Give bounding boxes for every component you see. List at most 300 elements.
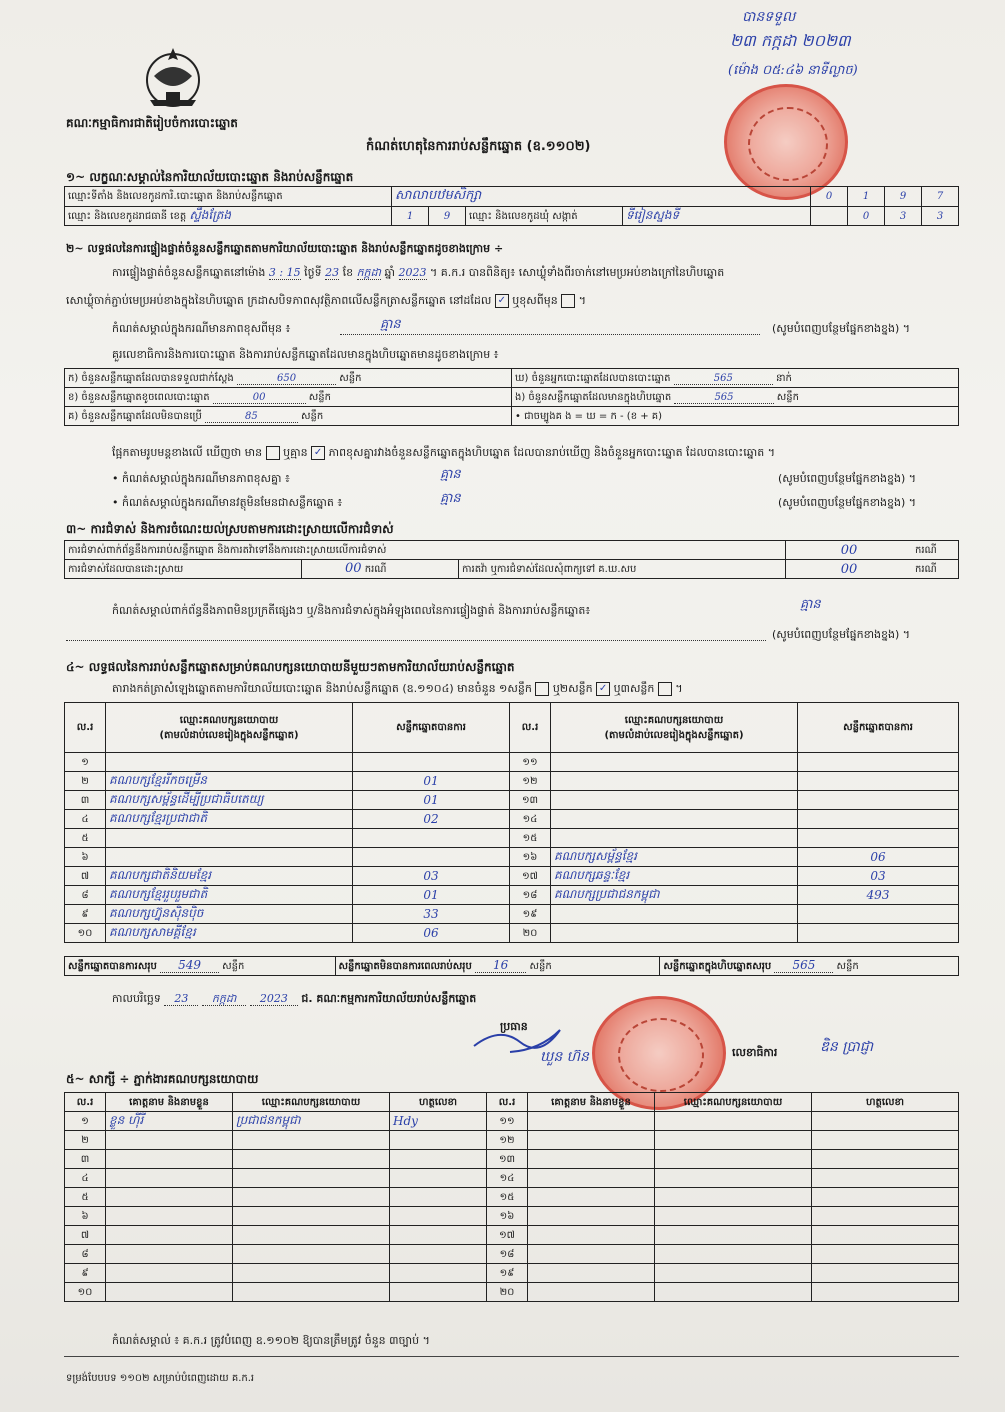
- commune-digit: 3: [885, 207, 922, 226]
- section4-title: ៤~ លទ្ធផលនៃការរាប់សន្លឹកឆ្នោតសម្រាប់គណបក្សនយោបាយនីមួយៗតាមការិយាល័យរាប់សន្លឹកឆ្នោត: [66, 660, 515, 674]
- results-row: [65, 886, 959, 905]
- w-row-sign: [812, 1112, 959, 1131]
- col-party-left-sub: (តាមលំដាប់លេខរៀងក្នុងសន្លឹកឆ្នោត): [159, 729, 299, 741]
- nec-emblem-icon: [142, 40, 204, 110]
- w-row-sign: [812, 1169, 959, 1188]
- w-col-sign-left: ហត្ថលេខា: [390, 1093, 487, 1112]
- count-c-unit: សន្លឹក: [300, 410, 324, 422]
- w-row-no: ១៧: [487, 1226, 528, 1245]
- row-no: ១៦: [510, 848, 551, 867]
- total-valid: [65, 957, 336, 976]
- section3-note: កំណត់សម្គាល់ពាក់ព័ន្ធនឹងភាពមិនប្រក្រតីផ្សេងៗ ឬ/និងការជំទាស់ក្នុងអំឡុងពេលនៃការផ្ទៀងផ្ទាត់ និងការរាប់សន្លឹកឆ្នោត៖: [112, 604, 591, 617]
- para1-text-a: ការផ្ទៀងផ្ទាត់ចំនួនសន្លឹកឆ្នោតនៅម៉ោង: [112, 266, 266, 279]
- received-date: ២៣ កក្កដា ២០២៣: [730, 31, 851, 50]
- section2-title: ២~ លទ្ធផលនៃការផ្ទៀងផ្ទាត់ចំនួនសន្លឹកឆ្នោតតាមការិយាល័យបោះឆ្នោត និងរាប់សន្លឹកឆ្នោតដូចខាងក្រោម ÷: [66, 242, 504, 255]
- col-votes-left: សន្លឹកឆ្នោតបានការ: [353, 703, 510, 753]
- row-party: [551, 810, 798, 829]
- w-row-no: ១: [65, 1112, 106, 1131]
- note1-value: គ្មាន: [380, 317, 401, 332]
- witness-table: [64, 1092, 959, 1302]
- w-row-sign: Hdy: [390, 1112, 487, 1131]
- w-row-name: [106, 1150, 233, 1169]
- row-party: គណបក្សជាតិនិយមខ្មែរ: [106, 867, 353, 886]
- witness-row: [65, 1188, 959, 1207]
- row-party: គណបក្សសម្ព័ន្ធខ្មែរ: [551, 848, 798, 867]
- w-row-sign: [390, 1150, 487, 1169]
- secretary-label: លេខាធិការ: [732, 1046, 778, 1059]
- one-sheet-checkbox[interactable]: [535, 682, 549, 696]
- no-difference-checkbox[interactable]: ✓: [311, 446, 325, 460]
- objection-row2b-label: ការតវ៉ា ឬការជំទាស់ដែលសុំពាក្យទៅ គ.ឃ.សប: [459, 560, 786, 579]
- count-b-value: 00: [213, 392, 306, 404]
- row-party: [551, 791, 798, 810]
- w-row-name: [528, 1188, 655, 1207]
- province-digit: 9: [429, 207, 466, 226]
- row-party: [551, 829, 798, 848]
- count-b: [65, 388, 512, 407]
- year-value: 2023: [398, 266, 427, 279]
- objection-row1-value: 00: [786, 541, 913, 560]
- witness-row: [65, 1207, 959, 1226]
- para1-text-c: ខែ: [342, 266, 354, 279]
- w-row-no: ១៣: [487, 1150, 528, 1169]
- row-votes: [353, 848, 510, 867]
- w-row-party: [233, 1283, 390, 1302]
- total-valid-unit: សន្លឹក: [222, 961, 245, 972]
- witness-row: [65, 1131, 959, 1150]
- w-row-name: [106, 1245, 233, 1264]
- w-col-party-right: ឈ្មោះគណបក្សនយោបាយ: [655, 1093, 812, 1112]
- results-row: [65, 867, 959, 886]
- row-no: ៨: [65, 886, 106, 905]
- code-digit: 9: [885, 187, 922, 207]
- w-row-party: [655, 1207, 812, 1226]
- total-box-value: 565: [774, 958, 833, 973]
- section3-note-suffix: (សូមបំពេញបន្ថែមផ្នែកខាងខ្នង) ។: [772, 628, 911, 641]
- row-votes: [798, 924, 959, 943]
- code-digit: 1: [848, 187, 885, 207]
- row-votes: 01: [353, 791, 510, 810]
- objection-row2b-unit: ករណី: [912, 560, 959, 579]
- row-party: គណបក្សប្រជាជនកម្ពុជា: [551, 886, 798, 905]
- w-row-party: [233, 1169, 390, 1188]
- col-no-right: ល.រ: [510, 703, 551, 753]
- commune-digit-empty: [811, 207, 848, 226]
- row-no: ១៨: [510, 886, 551, 905]
- row-party: [551, 753, 798, 772]
- section2-para1: [112, 266, 724, 280]
- row-no: ៩: [65, 905, 106, 924]
- w-col-name-right: គោត្តនាម និងនាមខ្លួន: [528, 1093, 655, 1112]
- row-no: ២០: [510, 924, 551, 943]
- w-col-no-left: ល.រ: [65, 1093, 106, 1112]
- row-party: គណបក្សខ្មែររីកចម្រើន: [106, 772, 353, 791]
- col-votes-right: សន្លឹកឆ្នោតបានការ: [798, 703, 959, 753]
- row-votes: [798, 810, 959, 829]
- objection-row2-unit: ករណី: [364, 564, 387, 575]
- results-row: [65, 829, 959, 848]
- intro-text: តារាងកត់ត្រាសំឡេងឆ្នោតតាមការិយាល័យបោះឆ្នោត និងរាប់សន្លឹកឆ្នោត (ឧ.១១០៤) មានចំនួន ១សន្លឹក: [112, 682, 532, 695]
- day-value: 23: [325, 266, 340, 279]
- count-e-value: 565: [674, 392, 773, 404]
- w-row-name: [528, 1131, 655, 1150]
- location-label: ឈ្មោះទីតាំង និងលេខកូដការិ.បោះឆ្នោត និងរាប់សន្លឹកឆ្នោត: [65, 187, 392, 207]
- province-label-text: ឈ្មោះ និងលេខកូដរាជធានី ខេត្ត: [68, 211, 187, 222]
- location-value: សាលាបឋមសិក្សា: [392, 187, 811, 207]
- row-party: គណបក្សឆន្ទៈខ្មែរ: [551, 867, 798, 886]
- row-no: ៤: [65, 810, 106, 829]
- note1-line: [340, 334, 760, 335]
- witness-row: [65, 1112, 959, 1131]
- results-row: [65, 810, 959, 829]
- row-party: [106, 829, 353, 848]
- code-digit: 0: [811, 187, 848, 207]
- row-votes: [798, 829, 959, 848]
- note1-label: កំណត់សម្គាល់ក្នុងករណីមានភាពខុសពីមុន ៖: [112, 322, 291, 335]
- w-row-name: [528, 1226, 655, 1245]
- footer-form: ទម្រង់បែបបទ ១១០២ សម្រាប់បំពេញដោយ គ.ក.រ: [66, 1373, 255, 1384]
- para2-text: សោឃ្លុំចាក់ភ្ជាប់មេប្រអប់ខាងក្នុងនៃហិបឆ្នោត ក្រដាសបិទភាពសុវត្ថិភាពលើសន្លឹកត្រាសន្លឹកឆ្នោត នៅដដែល: [66, 294, 492, 307]
- count-c-value: 85: [205, 411, 298, 423]
- para1-text-e: ។ គ.ក.រ បានពិនិត្យ៖ សោឃ្លុំទាំងពីរចាក់នៅមេប្រអប់ខាងក្រៅនៃហិបឆ្នោត: [430, 266, 725, 279]
- w-row-no: ១៩: [487, 1264, 528, 1283]
- province-digit: 1: [392, 207, 429, 226]
- row-votes: [798, 772, 959, 791]
- w-row-sign: [812, 1131, 959, 1150]
- form-title: កំណត់ហេតុនៃការរាប់សន្លឹកឆ្នោត (ឧ.១១០២): [366, 139, 591, 154]
- received-time: (ម៉ោង ០៥:៤៦ នាទីល្ងាច): [728, 63, 858, 78]
- w-col-party-left: ឈ្មោះគណបក្សនយោបាយ: [233, 1093, 390, 1112]
- intro-text-d: ។: [675, 682, 683, 695]
- count-a-unit: សន្លឹក: [339, 372, 362, 384]
- total-invalid-unit: សន្លឹក: [529, 961, 552, 972]
- row-votes: [798, 753, 959, 772]
- total-box: [660, 957, 959, 976]
- row-votes: 03: [798, 867, 959, 886]
- footer-divider: [64, 1356, 959, 1357]
- w-row-party: [655, 1226, 812, 1245]
- commune-digit: 3: [922, 207, 959, 226]
- w-row-party: [655, 1264, 812, 1283]
- w-row-party: [655, 1188, 812, 1207]
- time-value: 3 : 15: [268, 266, 301, 279]
- count-c-label: គ) ចំនួនសន្លឹកឆ្នោតដែលមិនបានប្រើ: [68, 410, 202, 422]
- row-votes: 02: [353, 810, 510, 829]
- total-invalid: [335, 957, 660, 976]
- row-no: ១៥: [510, 829, 551, 848]
- row-votes: 06: [798, 848, 959, 867]
- count-a-value: 650: [237, 373, 336, 385]
- row-party: [106, 753, 353, 772]
- row-party: [106, 848, 353, 867]
- results-row: [65, 753, 959, 772]
- w-row-name: ខ្លួន ហ៊ីរី: [106, 1112, 233, 1131]
- w-row-name: [106, 1188, 233, 1207]
- three-sheet-checkbox[interactable]: [658, 682, 672, 696]
- para1-text-b: ថ្ងៃទី: [304, 266, 322, 279]
- w-row-name: [528, 1169, 655, 1188]
- row-votes: [353, 829, 510, 848]
- row-no: ១១: [510, 753, 551, 772]
- w-row-no: ៣: [65, 1150, 106, 1169]
- para2-text-b: ឬខុសពីមុន: [512, 294, 558, 307]
- section3-note-value: គ្មាន: [800, 597, 821, 612]
- w-row-sign: [390, 1131, 487, 1150]
- results-row: [65, 924, 959, 943]
- commune-digit: 0: [848, 207, 885, 226]
- para1-text-d: ឆ្នាំ: [384, 266, 395, 279]
- bullet1-value: គ្មាន: [440, 467, 461, 482]
- total-box-label: សន្លឹកឆ្នោតក្នុងហិបឆ្នោតសរុប: [663, 961, 772, 972]
- count-d-value: 565: [674, 373, 773, 385]
- row-no: ១៣: [510, 791, 551, 810]
- date-month: កក្កដា: [202, 992, 246, 1006]
- received-annotation: បានទទួល: [742, 9, 796, 25]
- date-year: 2023: [250, 992, 298, 1006]
- results-row: [65, 772, 959, 791]
- chair-name: ឃួន ហ៊ន: [540, 1049, 589, 1065]
- chair-label: ប្រធាន: [500, 1020, 528, 1033]
- row-no: ១២: [510, 772, 551, 791]
- total-valid-label: សន្លឹកឆ្នោតបានការសរុប: [68, 961, 157, 972]
- w-row-sign: [812, 1188, 959, 1207]
- w-row-no: ១០: [65, 1283, 106, 1302]
- w-row-name: [528, 1283, 655, 1302]
- row-no: ៣: [65, 791, 106, 810]
- w-row-sign: [390, 1283, 487, 1302]
- count-d: [512, 369, 959, 388]
- w-row-sign: [812, 1150, 959, 1169]
- w-row-sign: [390, 1264, 487, 1283]
- unchanged-checkbox[interactable]: ✓: [495, 294, 509, 308]
- province-label: [65, 207, 392, 226]
- province-value: ស្ទឹងត្រែង: [189, 208, 232, 222]
- note1-suffix: (សូមបំពេញបន្ថែមផ្នែកខាងខ្នង) ។: [772, 322, 911, 335]
- witness-row: [65, 1283, 959, 1302]
- code-digit: 7: [922, 187, 959, 207]
- counts-table: [64, 368, 959, 426]
- witness-row: [65, 1150, 959, 1169]
- col-no-left: ល.រ: [65, 703, 106, 753]
- w-row-sign: [812, 1207, 959, 1226]
- results-row: [65, 905, 959, 924]
- two-sheet-checkbox[interactable]: ✓: [596, 682, 610, 696]
- w-row-no: ១៨: [487, 1245, 528, 1264]
- intro-text-b: ឬ២សន្លឹក: [552, 682, 593, 695]
- section1-table: [64, 186, 959, 226]
- w-row-party: [233, 1207, 390, 1226]
- w-row-no: ២០: [487, 1283, 528, 1302]
- col-party-right: [551, 703, 798, 753]
- w-row-name: [528, 1245, 655, 1264]
- col-party-left-text: ឈ្មោះគណបក្សនយោបាយ: [179, 714, 279, 726]
- w-row-sign: [390, 1207, 487, 1226]
- count-c: [65, 407, 512, 426]
- w-col-name-left: គោត្តនាម និងនាមខ្លួន: [106, 1093, 233, 1112]
- results-table: [64, 702, 959, 943]
- row-votes: [798, 905, 959, 924]
- commune-label: ឈ្មោះ និងលេខកូដឃុំ សង្កាត់: [466, 207, 623, 226]
- count-b-unit: សន្លឹក: [308, 391, 331, 403]
- w-row-name: [528, 1207, 655, 1226]
- row-votes: 06: [353, 924, 510, 943]
- section4-intro: [112, 682, 683, 696]
- w-row-sign: [390, 1169, 487, 1188]
- secretary-name: ឌិន ប្រាជ្ញា: [820, 1039, 874, 1055]
- witness-row: [65, 1169, 959, 1188]
- w-row-name: [106, 1131, 233, 1150]
- witness-row: [65, 1245, 959, 1264]
- objection-row2-value: 00: [345, 561, 362, 576]
- w-row-no: ៨: [65, 1245, 106, 1264]
- objection-row2b-value: 00: [786, 560, 913, 579]
- w-row-no: ៤: [65, 1169, 106, 1188]
- results-row: [65, 848, 959, 867]
- objection-row1-label: ការជំទាស់ពាក់ព័ន្ធនឹងការរាប់សន្លឹកឆ្នោត និងការតវ៉ាទៅនឹងការដោះស្រាយលើការជំទាស់: [65, 541, 786, 560]
- w-row-party: ប្រជាជនកម្ពុជា: [233, 1112, 390, 1131]
- objection-table: [64, 540, 959, 579]
- count-a: [65, 369, 512, 388]
- row-no: ៥: [65, 829, 106, 848]
- formula: • ជាចម្បូងគ ង = ឃ = ក - (ខ + គ): [512, 407, 959, 426]
- count-e-unit: សន្លឹក: [776, 391, 799, 403]
- total-invalid-label: សន្លឹកឆ្នោតមិនបានការពេលរាប់សរុប: [338, 961, 472, 972]
- row-votes: 493: [798, 886, 959, 905]
- w-row-sign: [390, 1245, 487, 1264]
- w-row-party: [655, 1131, 812, 1150]
- row-party: គណបក្សសាមគ្គីខ្មែរ: [106, 924, 353, 943]
- date-label: កាលបរិច្ឆេទ: [112, 992, 161, 1005]
- w-row-party: [655, 1283, 812, 1302]
- total-invalid-value: 16: [475, 958, 526, 973]
- w-row-party: [655, 1169, 812, 1188]
- w-col-no-right: ល.រ: [487, 1093, 528, 1112]
- row-votes: [798, 791, 959, 810]
- w-row-party: [233, 1264, 390, 1283]
- para2-text-c: ។: [578, 294, 586, 307]
- row-party: គណបក្សខ្មែរប្រជាជាតិ: [106, 810, 353, 829]
- w-row-name: [106, 1226, 233, 1245]
- w-row-name: [106, 1283, 233, 1302]
- results-row: [65, 791, 959, 810]
- intro-text-c: ឬ៣សន្លឹក: [613, 682, 655, 695]
- col-party-left: [106, 703, 353, 753]
- row-no: ១៤: [510, 810, 551, 829]
- row-no: ១០: [65, 924, 106, 943]
- witness-row: [65, 1226, 959, 1245]
- w-row-name: [106, 1264, 233, 1283]
- total-valid-value: 549: [160, 958, 219, 973]
- w-row-no: ៩: [65, 1264, 106, 1283]
- w-row-name: [528, 1112, 655, 1131]
- section2-para2: [66, 294, 586, 308]
- section2-para4: [112, 446, 775, 460]
- w-row-sign: [812, 1264, 959, 1283]
- bullet1-suffix: (សូមបំពេញបន្ថែមផ្នែកខាងខ្នង) ។: [778, 472, 917, 485]
- section1-title: ១~ លក្ខណៈសម្គាល់នៃការិយាល័យបោះឆ្នោត និងរាប់សន្លឹកឆ្នោត: [66, 170, 354, 184]
- count-d-unit: នាក់: [776, 372, 792, 384]
- date-line: [112, 992, 476, 1006]
- row-votes: 33: [353, 905, 510, 924]
- row-party: [551, 905, 798, 924]
- row-votes: 01: [353, 772, 510, 791]
- objection-row1-unit: ករណី: [912, 541, 959, 560]
- row-votes: [353, 753, 510, 772]
- w-row-sign: [390, 1188, 487, 1207]
- row-party: គណបក្សហ្វ៊ុនស៊ិនប៉ិច: [106, 905, 353, 924]
- w-col-sign-right: ហត្ថលេខា: [812, 1093, 959, 1112]
- section5-title: ៥~ សាក្សី ÷ ភ្នាក់ងារគណបក្សនយោបាយ: [66, 1072, 259, 1086]
- section3-note-line: [66, 640, 766, 641]
- w-row-name: [528, 1150, 655, 1169]
- row-party: [551, 772, 798, 791]
- row-votes: 01: [353, 886, 510, 905]
- w-row-no: ៧: [65, 1226, 106, 1245]
- w-row-no: ៦: [65, 1207, 106, 1226]
- witness-row: [65, 1264, 959, 1283]
- w-row-party: [233, 1150, 390, 1169]
- changed-checkbox[interactable]: [561, 294, 575, 308]
- w-row-party: [233, 1131, 390, 1150]
- count-d-label: ឃ) ចំនួនអ្នកបោះឆ្នោតដែលបានបោះឆ្នោត: [515, 372, 671, 384]
- section3-title: ៣~ ការជំទាស់ និងការចំណេះយល់ស្របតាមការដោះស្រាយលើការជំទាស់: [66, 522, 394, 536]
- row-party: គណបក្សខ្មែររួបរួមជាតិ: [106, 886, 353, 905]
- w-row-sign: [812, 1226, 959, 1245]
- count-e: [512, 388, 959, 407]
- w-row-party: [655, 1150, 812, 1169]
- commune-value: ទីរៀនស្នងទី: [623, 207, 811, 226]
- w-row-no: ២: [65, 1131, 106, 1150]
- row-no: ៧: [65, 867, 106, 886]
- org-name: គណៈកម្មាធិការជាតិរៀបចំការបោះឆ្នោត: [66, 116, 238, 130]
- objection-row2-label: ការជំទាស់ដែលបានដោះស្រាយ: [65, 560, 302, 579]
- row-votes: 03: [353, 867, 510, 886]
- w-row-no: ១៥: [487, 1188, 528, 1207]
- w-row-no: ១៤: [487, 1169, 528, 1188]
- w-row-no: ១២: [487, 1131, 528, 1150]
- row-no: ១: [65, 753, 106, 772]
- row-no: ១៧: [510, 867, 551, 886]
- para4-text-a: ផ្អែកតាមរូបមន្តខាងលើ ឃើញថា មាន: [112, 446, 263, 459]
- section2-para3: គួរលេខាធិការនិងការបោះឆ្នោត និងការរាប់សន្លឹកឆ្នោតដែលមានក្នុងហិបឆ្នោតមានដូចខាងក្រោម ៖: [112, 348, 499, 361]
- col-party-right-text: ឈ្មោះគណបក្សនយោបាយ: [624, 714, 724, 726]
- month-value: កក្កដា: [356, 266, 382, 279]
- has-difference-checkbox[interactable]: [266, 446, 280, 460]
- objection-row2-cell: [302, 560, 459, 579]
- w-row-sign: [812, 1283, 959, 1302]
- row-no: ៦: [65, 848, 106, 867]
- date-day: 23: [164, 992, 198, 1006]
- w-row-name: [528, 1264, 655, 1283]
- row-no: ២: [65, 772, 106, 791]
- sign-org: ជ. គណៈកម្មការការិយាល័យរាប់សន្លឹកឆ្នោត: [301, 992, 477, 1005]
- para4-text-b: ឬគ្មាន: [283, 446, 308, 459]
- row-party: គណបក្សសម្ព័ន្ធដើម្បីប្រជាធិបតេយ្យ: [106, 791, 353, 810]
- w-row-name: [106, 1169, 233, 1188]
- w-row-no: ៥: [65, 1188, 106, 1207]
- w-row-party: [233, 1226, 390, 1245]
- w-row-sign: [812, 1245, 959, 1264]
- para4-text-c: ភាពខុសគ្នារវាងចំនួនសន្លឹកឆ្នោតក្នុងហិបឆ្នោត ដែលបានរាប់ឃើញ និងចំនួនអ្នកបោះឆ្នោត ដែលបានបោះឆ្នោត ។: [328, 446, 775, 459]
- bullet1: • កំណត់សម្គាល់ក្នុងករណីមានភាពខុសគ្នា ៖: [112, 472, 290, 485]
- official-stamp-top: [724, 84, 848, 200]
- count-a-label: ក) ចំនួនសន្លឹកឆ្នោតដែលបានទទួលជាក់ស្តែង: [68, 372, 234, 384]
- totals-table: [64, 956, 959, 976]
- footer-note: កំណត់សម្គាល់ ៖ គ.ក.រ ត្រូវបំពេញ ឧ.១១០២ ឱ្យបានត្រឹមត្រូវ ចំនួន ៣ច្បាប់ ។: [112, 1334, 430, 1347]
- w-row-party: [655, 1112, 812, 1131]
- bullet2-suffix: (សូមបំពេញបន្ថែមផ្នែកខាងខ្នង) ។: [778, 496, 917, 509]
- bullet2: • កំណត់សម្គាល់ក្នុងករណីមានវត្ថុមិនមែនជាសន្លឹកឆ្នោត ៖: [112, 496, 343, 509]
